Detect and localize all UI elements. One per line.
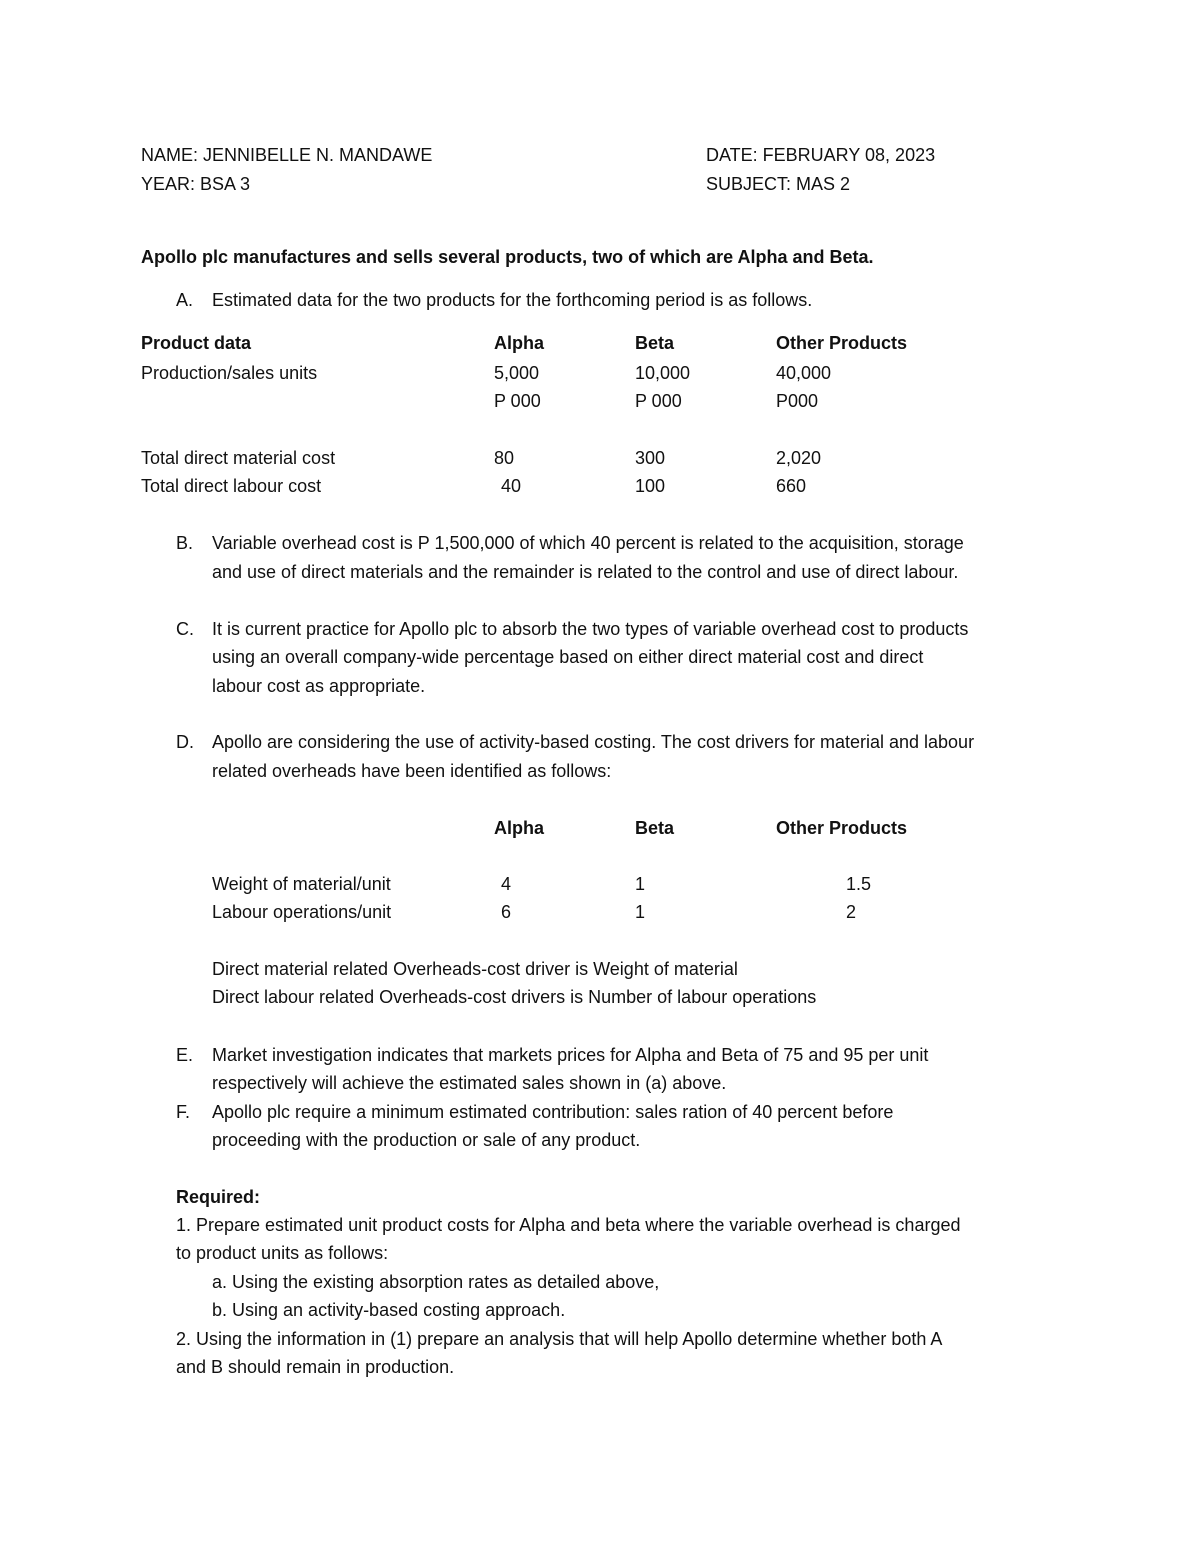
- table-cell: 100: [635, 476, 666, 496]
- document-date: DATE: FEBRUARY 08, 2023: [706, 145, 936, 165]
- intro-text: Apollo plc manufactures and sells several products, two of which are Alpha and Beta.: [141, 247, 874, 267]
- required-line: b. Using an activity-based costing approach.: [212, 1300, 566, 1320]
- table-cell: 1: [635, 874, 646, 894]
- table-cell: 5,000: [494, 363, 540, 383]
- section-c-line: using an overall company-wide percentage based on either direct material cost and direct: [212, 647, 924, 667]
- section-c-line: labour cost as appropriate.: [212, 676, 426, 696]
- section-b-marker: B.: [176, 533, 194, 553]
- required-line: 2. Using the information in (1) prepare an analysis that will help Apollo determine whether both A: [176, 1329, 943, 1349]
- table-cell: 1.5: [846, 874, 872, 894]
- table-cell: Weight of material/unit: [212, 874, 391, 894]
- cost-driver-note: Direct material related Overheads-cost driver is Weight of material: [212, 959, 738, 979]
- required-line: 1. Prepare estimated unit product costs for Alpha and beta where the variable overhead is charged: [176, 1215, 961, 1235]
- section-d-marker: D.: [176, 732, 194, 752]
- table-cell: Total direct labour cost: [141, 476, 322, 496]
- section-d-line: Apollo are considering the use of activity-based costing. The cost drivers for material and labour: [212, 732, 975, 752]
- cost-driver-note: Direct labour related Overheads-cost drivers is Number of labour operations: [212, 987, 817, 1007]
- table-cell: P 000: [494, 391, 541, 411]
- table-header-cell: Other Products: [776, 333, 908, 353]
- section-d-line: related overheads have been identified as follows:: [212, 761, 612, 781]
- section-e-marker: E.: [176, 1045, 194, 1065]
- section-c-line: It is current practice for Apollo plc to absorb the two types of variable overhead cost to products: [212, 619, 969, 639]
- required-line: and B should remain in production.: [176, 1357, 455, 1377]
- section-a-marker: A.: [176, 290, 194, 310]
- table-cell: 40: [501, 476, 522, 496]
- table-cell: P000: [776, 391, 819, 411]
- table-header-cell: Beta: [635, 818, 675, 838]
- table-cell: Labour operations/unit: [212, 902, 392, 922]
- section-a-text: Estimated data for the two products for the forthcoming period is as follows.: [212, 290, 813, 310]
- required-line: to product units as follows:: [176, 1243, 389, 1263]
- student-name: NAME: JENNIBELLE N. MANDAWE: [141, 145, 433, 165]
- table-cell: 80: [494, 448, 515, 468]
- student-year: YEAR: BSA 3: [141, 174, 251, 194]
- table-header-cell: Beta: [635, 333, 675, 353]
- table-cell: 300: [635, 448, 666, 468]
- table-cell: 10,000: [635, 363, 691, 383]
- table-header-cell: Alpha: [494, 818, 545, 838]
- table-cell: P 000: [635, 391, 682, 411]
- table-cell: 1: [635, 902, 646, 922]
- section-b-line: Variable overhead cost is P 1,500,000 of which 40 percent is related to the acquisition, storage: [212, 533, 964, 553]
- required-heading: Required:: [176, 1187, 261, 1207]
- section-f-line: Apollo plc require a minimum estimated contribution: sales ration of 40 percent before: [212, 1102, 894, 1122]
- section-c-marker: C.: [176, 619, 194, 639]
- table-cell: 40,000: [776, 363, 832, 383]
- section-f-line: proceeding with the production or sale of any product.: [212, 1130, 641, 1150]
- required-line: a. Using the existing absorption rates as detailed above,: [212, 1272, 660, 1292]
- section-e-line: Market investigation indicates that markets prices for Alpha and Beta of 75 and 95 per unit: [212, 1045, 929, 1065]
- table-cell: Production/sales units: [141, 363, 318, 383]
- section-b-line: and use of direct materials and the remainder is related to the control and use of direct labour.: [212, 562, 959, 582]
- section-e-line: respectively will achieve the estimated sales shown in (a) above.: [212, 1073, 727, 1093]
- table-cell: 4: [501, 874, 512, 894]
- table-header-cell: Product data: [141, 333, 252, 353]
- subject: SUBJECT: MAS 2: [706, 174, 851, 194]
- table-cell: 2,020: [776, 448, 822, 468]
- table-cell: 6: [501, 902, 512, 922]
- table-cell: Total direct material cost: [141, 448, 336, 468]
- table-header-cell: Other Products: [776, 818, 908, 838]
- table-cell: 2: [846, 902, 857, 922]
- table-cell: 660: [776, 476, 807, 496]
- table-header-cell: Alpha: [494, 333, 545, 353]
- section-f-marker: F.: [176, 1102, 191, 1122]
